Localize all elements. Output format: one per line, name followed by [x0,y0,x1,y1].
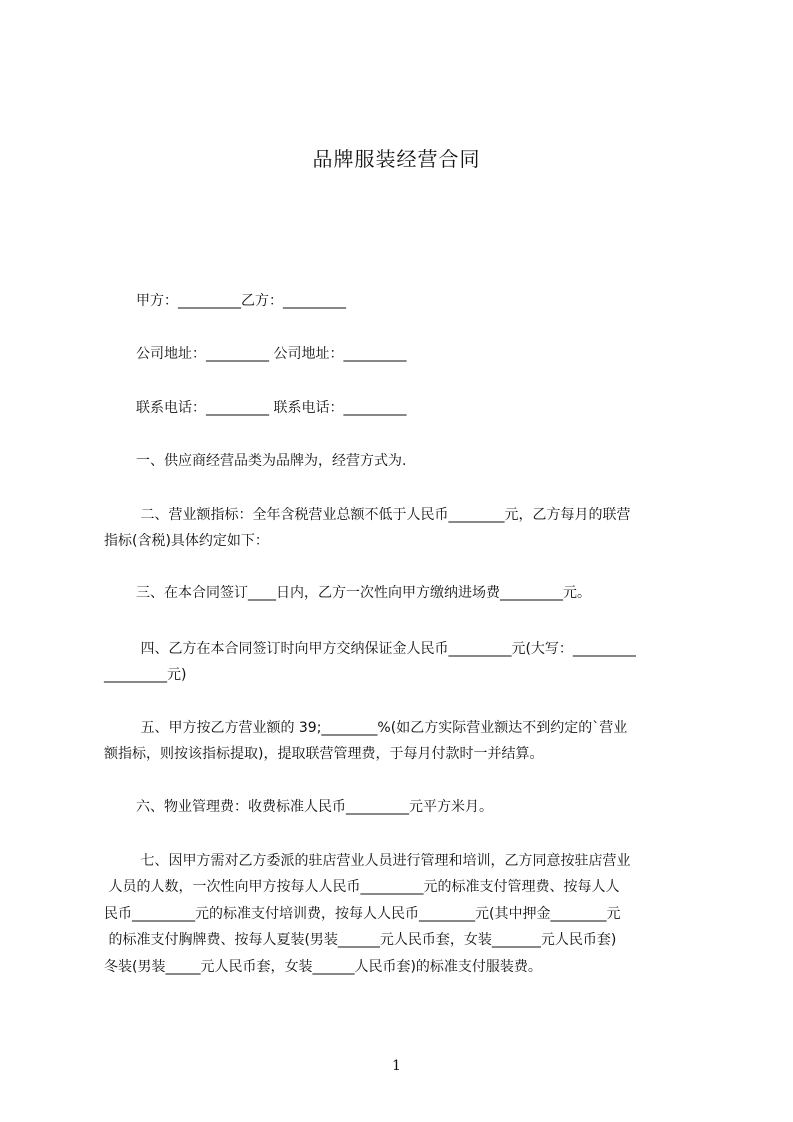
clause-1: 一、供应商经营品类为品牌为，经营方式为. [136,453,407,469]
clause-2-line-1: 二、营业额指标：全年含税营业总额不低于人民币________元，乙方每月的联营 [136,507,631,523]
parties-line-phone: 联系电话：_________ 联系电话：_________ [136,400,407,416]
clause-7-line-3: 民币_________元的标准支付培训费，按每人人民币________元(其中押金________元 [104,906,621,922]
clause-5-line-2: 额指标，则按该指标提取)，提取联营管理费，于每月付款时一并结算。 [104,746,544,762]
clause-4-line-1: 四、乙方在本合同签订时向甲方交纳保证金人民币_________元(大写：_________ [136,641,636,657]
clause-5-line-1: 五、甲方按乙方营业额的 39;________%(如乙方实际营业额达不到约定的`营业 [136,720,628,736]
clause-6: 六、物业管理费：收费标准人民币_________元平方米月。 [136,799,493,815]
parties-line-names: 甲方：_________乙方：_________ [136,293,346,309]
clause-7-line-5: 冬装(男装_____元人民币套，女装______人民币套)的标准支付服装费。 [104,959,542,975]
clause-4-line-2: _________元) [104,667,187,683]
clause-3: 三、在本合同签订____日内，乙方一次性向甲方缴纳进场费_________元。 [136,585,591,601]
clause-7-line-4: 的标准支付胸牌费、按每人夏装(男装______元人民币套，女装_______元人民币套) [104,932,617,948]
clause-2-line-2: 指标(含税)具体约定如下： [104,533,269,549]
document-title: 品牌服装经营合同 [312,147,481,171]
clause-7-line-2: 人员的人数，一次性向甲方按每人人民币_________元的标准支付管理费、按每人人 [104,879,620,895]
clause-7-line-1: 七、因甲方需对乙方委派的驻店营业人员进行管理和培训，乙方同意按驻店营业 [136,853,631,869]
page-number: 1 [392,1058,401,1074]
parties-line-address: 公司地址：_________ 公司地址：_________ [136,346,407,362]
